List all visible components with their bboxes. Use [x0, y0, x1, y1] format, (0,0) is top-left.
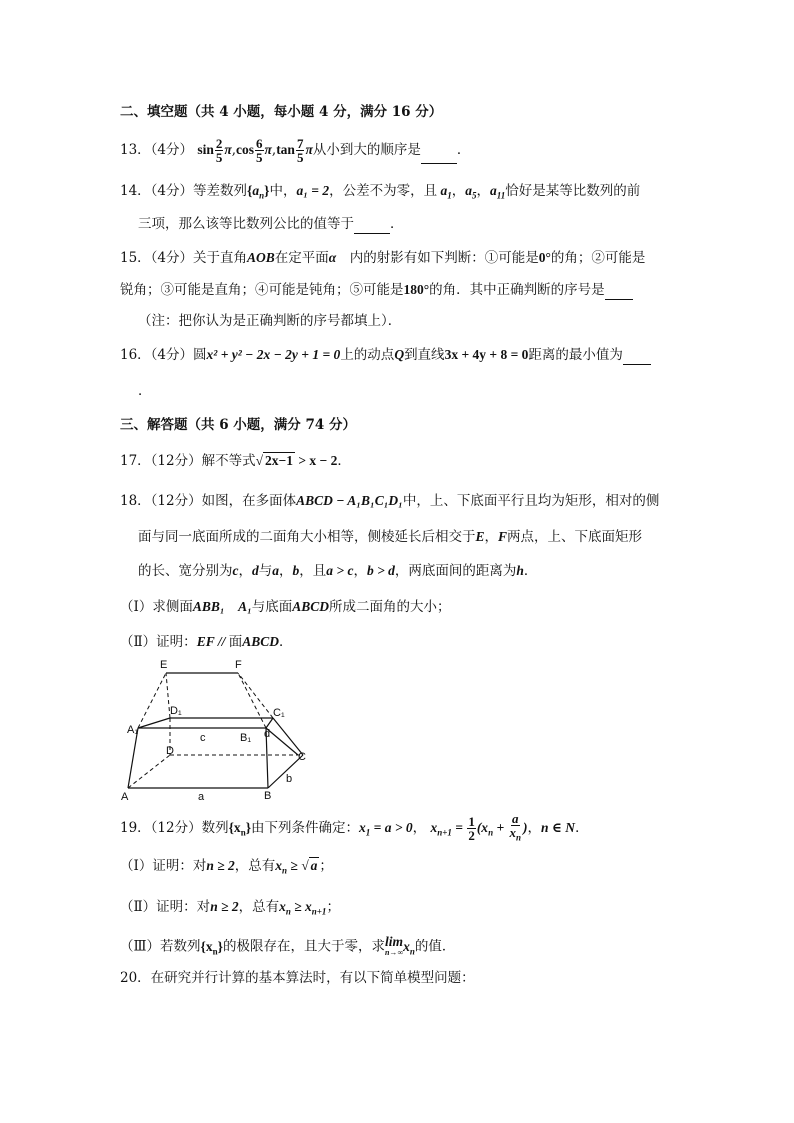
polyhedron-figure: [118, 655, 318, 805]
edge-ad-hidden: [128, 755, 170, 788]
question-19: 19．（12分）数列$\{x_n\}$由下列条件确定：$x_1 = a > 0$， $x_{n+1}$ = $\frac{1}{2}$ ($x_n$ + $\frac{a}{x_n}$ )，n ∈ N．: [120, 811, 589, 843]
label-f: F: [235, 659, 242, 671]
edge-b1c1: [266, 718, 273, 728]
label-d: D: [166, 745, 174, 757]
label-len-b: b: [286, 773, 293, 785]
label-b1: B₁: [240, 732, 252, 744]
section-2-title: 二、填空题（共 4 小题，每小题 4 分，满分 16 分）: [120, 104, 443, 120]
label-c1: C₁: [273, 707, 285, 719]
label-a: A: [121, 791, 129, 803]
edge-aa1: [128, 728, 138, 788]
edge-b1f: [238, 673, 266, 728]
label-b: B: [264, 790, 272, 802]
edge-b1c-lower: [266, 728, 298, 755]
question-14: 14．（4分）等差数列$\{a_n\}$中，a₁ = 2，公差不为零，且 $a_1$，$a_5$，$a_{11}$恰好是某等比数列的前: [120, 183, 641, 201]
question-18-part-1: （Ⅰ）求侧面ABB₁ A₁与底面ABCD所成二面角的大小；: [120, 599, 451, 615]
edge-c1f: [238, 673, 273, 718]
label-e: E: [160, 659, 168, 671]
question-18: 18．（12分）如图，在多面体ABCD − A₁B₁C₁D₁中，上、下底面平行且均为矩形，相对的侧: [120, 493, 660, 509]
section-3-title: 三、解答题（共 6 小题，满分 74 分）: [120, 417, 356, 433]
label-len-a: a: [198, 791, 205, 803]
question-20: 20．在研究并行计算的基本算法时，有以下简单模型问题：: [120, 970, 475, 986]
question-19-part-2: （Ⅱ）证明：对n ≥ 2，总有$x_n \ge x_{n+1}$；: [120, 899, 340, 917]
edge-a1e: [138, 673, 166, 728]
question-19-part-3: （Ⅲ）若数列$\{x_n\}$的极限存在，且大于零，求 lim n→∞ $x_n$的值．: [120, 934, 456, 957]
label-len-d: d: [264, 728, 271, 740]
question-19-part-1: （Ⅰ）证明：对n ≥ 2，总有$x_n$ ≥ √ a ；: [120, 858, 333, 876]
label-c: C: [298, 751, 306, 763]
question-16-line-2: ．: [138, 383, 152, 399]
question-15-note: （注：把你认为是正确判断的序号都填上）．: [138, 313, 402, 329]
edge-c1c: [273, 718, 303, 755]
question-14-line-2: 三项，那么该等比数列公比的值等于 ．: [138, 216, 404, 232]
question-18-line-2: 面与同一底面所成的二面角大小相等，侧棱延长后相交于E，F两点，上、下底面矩形: [138, 529, 643, 545]
question-15-line-2: 锐角；③可能是直角；④可能是钝角；⑤可能是180°的角．其中正确判断的序号是: [120, 280, 633, 300]
label-a1: A₁: [127, 724, 139, 736]
label-d1: D₁: [170, 705, 182, 717]
question-18-part-2: （Ⅱ）证明：EF // 面ABCD．: [120, 634, 293, 650]
question-13: 13．（4分） sin $\frac{2}{5}$ π,cos $\frac{6}{5}$ π,tan $\frac{7}{5}$ π从小到大的顺序是 ．: [120, 136, 471, 165]
question-18-line-3: 的长、宽分别为c，d与a，b，且a > c，b > d，两底面间的距离为h．: [138, 563, 538, 579]
question-17: 17．（12分）解不等式√ 2x−1 > x − 2．: [120, 453, 351, 469]
label-len-c: c: [200, 732, 206, 744]
question-15: 15．（4分）关于直角AOB在定平面α 内的射影有如下判断：①可能是0°的角；②可能是: [120, 250, 646, 266]
question-16: 16．（4分）圆x² + y² − 2x − 2y + 1 = 0上的动点Q到直线3x + 4y + 8 = 0距离的最小值为: [120, 345, 651, 365]
